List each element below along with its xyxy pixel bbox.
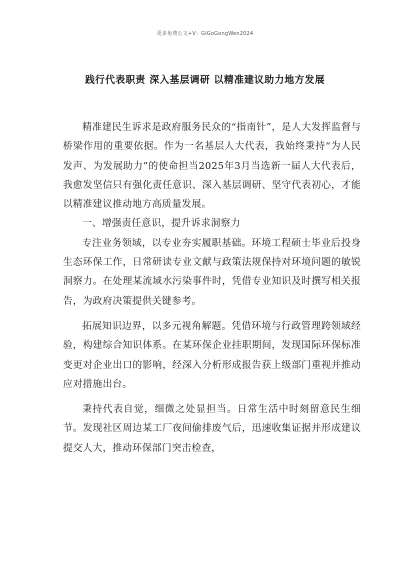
document-body <box>63 118 361 458</box>
paragraph-representative-awareness: 秉持代表自觉，细微之处显担当。日常生活中时刻留意民生细节。发现社区周边某工厂夜间偷排废气后，迅速收集证据并形成建议提交人大，推动环保部门突击检查， <box>63 404 361 454</box>
document-header-note: 更多免费公文+V：GiGoGongWen2024 <box>156 31 254 37</box>
paragraph-intro: 精准建民生诉求是政府服务民众的“指南针”，是人大发挥监督与桥梁作用的重要依据。作为一名基层人大代表，我始终秉持“为人民发声、为发展助力”的使命担当2025年3月当选新一届人大代表后，我愈发坚信只有强化责任意识、深入基层调研、坚守代表初心，才能以精准建议推动地方高质量发展。 <box>63 122 361 211</box>
document-title: 践行代表职责 深入基层调研 以精准建议助力地方发展 <box>85 75 325 86</box>
paragraph-knowledge-expansion: 拓展知识边界，以多元视角解题。凭借环境与行政管理跨领域经验，构建综合知识体系。在某环保企业挂职期间，发现国际环保标准变更对企业出口的影响，经深入分析形成报告获上级部门重视并推动应对措施出台。 <box>63 320 361 390</box>
paragraph-professional-focus: 专注业务领域，以专业夯实履职基础。环境工程硕士毕业后投身生态环保工作，日常研读专业文献与政策法规保持对环境问题的敏锐洞察力。在处理某流域水污染事件时，凭借专业知识及时撰写相关报告，为政府决策提供关键参考。 <box>63 237 361 307</box>
section-heading-1: 一、增强责任意识，提升诉求洞察力 <box>82 218 241 230</box>
